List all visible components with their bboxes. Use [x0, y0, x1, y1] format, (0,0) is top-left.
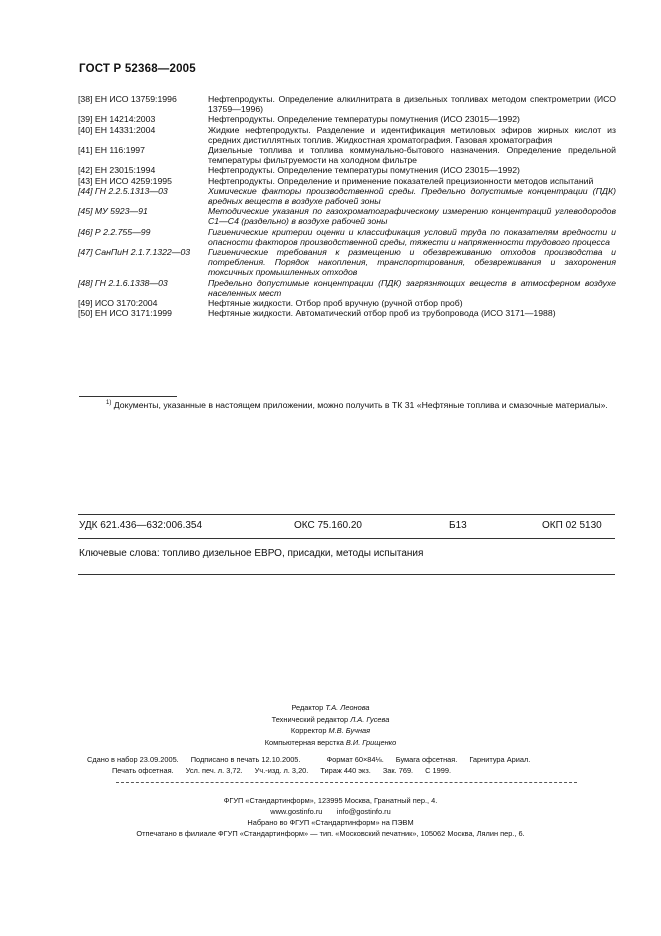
publisher-divider: [116, 782, 577, 783]
credit-name: В.И. Грищенко: [345, 737, 397, 747]
reference-code: [48] ГН 2.1.6.1338—03: [78, 277, 168, 288]
publication-field: Уч.-изд. л. 3,20.: [254, 766, 309, 775]
publication-field: Формат 60×84⅛.: [326, 755, 384, 764]
reference-item: [78, 114, 616, 124]
group-code: Б13: [449, 520, 467, 531]
okp-code: ОКП 02 5130: [542, 520, 602, 531]
credit-line: [0, 714, 661, 726]
reference-item: [78, 206, 616, 226]
publication-field: Зак. 769.: [382, 766, 414, 775]
footnote-marker: 1): [106, 400, 112, 406]
credit-role: Компьютерная верстка: [264, 737, 344, 747]
publication-field: Подписано в печать 12.10.2005.: [190, 755, 301, 764]
pub-line-1: [87, 755, 530, 764]
reference-title: Методические указания по газохроматографическому измерению концентраций углеводородов С1—С4 (раздельно) в воздухе рабочей зоны: [208, 206, 616, 227]
reference-item: [78, 227, 616, 247]
reference-title: Жидкие нефтепродукты. Разделение и идентификация метиловых эфиров жирных кислот из средних дистиллятных топлив. Жидкостная хроматография. Газовая хроматография: [208, 124, 616, 145]
reference-code: [40] ЕН 14331:2004: [78, 124, 156, 135]
reference-item: [78, 247, 616, 278]
divider-top: [78, 514, 615, 515]
reference-item: [78, 145, 616, 165]
reference-code: [49] ИСО 3170:2004: [78, 298, 158, 309]
publisher-printed: Отпечатано в филиале ФГУП «Стандартинформ» — тип. «Московский печатник», 105062 Москва, Лялин пер., 6.: [136, 829, 525, 838]
reference-item: [78, 94, 616, 114]
reference-code: [45] МУ 5923—91: [78, 206, 148, 217]
publication-field: Сдано в набор 23.09.2005.: [87, 755, 179, 764]
publication-field: Тираж 440 экз.: [320, 766, 371, 775]
footnote: [79, 398, 615, 411]
publication-field: Усл. печ. л. 3,72.: [185, 766, 243, 775]
publisher-web[interactable]: www.gostinfo.ru: [270, 807, 323, 816]
references-list: [78, 94, 616, 318]
credit-line: [0, 702, 661, 714]
reference-item: [78, 125, 616, 145]
reference-code: [46] Р 2.2.755—99: [78, 226, 151, 237]
reference-code: [47] СанПиН 2.1.7.1322—03: [78, 247, 191, 258]
oks-code: ОКС 75.160.20: [294, 520, 362, 531]
reference-code: [50] ЕН ИСО 3171:1999: [78, 308, 172, 319]
reference-code: [43] ЕН ИСО 4259:1995: [78, 175, 172, 186]
publisher-typeset: Набрано во ФГУП «Стандартинформ» на ПЭВМ: [247, 818, 414, 827]
publisher-contacts: [0, 807, 661, 816]
reference-item: [78, 298, 616, 308]
credit-name: Т.А. Леонова: [325, 703, 370, 712]
reference-code: [42] ЕН 23015:1994: [78, 165, 156, 176]
credit-line: [0, 725, 661, 737]
publication-field: Гарнитура Ариал.: [469, 755, 531, 764]
reference-title: Нефтепродукты. Определение алкилнитрата в дизельных топливах методом спектрометрии (ИСО 13759—1996): [208, 94, 616, 115]
credit-name: Л.А. Гусева: [350, 714, 390, 724]
reference-code: [39] ЕН 14214:2003: [78, 114, 156, 125]
reference-title: Нефтяные жидкости. Отбор проб вручную (ручной отбор проб): [208, 298, 463, 309]
publication-field: Печать офсетная.: [112, 766, 174, 775]
reference-title: Нефтепродукты. Определение и применение показателей прецизионности методов испытаний: [208, 175, 594, 186]
footnote-text: Документы, указанные в настоящем приложении, можно получить в ТК 31 «Нефтяные топлива и смазочные материалы».: [113, 399, 608, 410]
publication-field: Бумага офсетная.: [395, 755, 458, 764]
page-title: ГОСТ Р 52368—2005: [79, 63, 196, 75]
publisher-address: ФГУП «Стандартинформ», 123995 Москва, Гранатный пер., 4.: [223, 796, 438, 805]
reference-title: Нефтяные жидкости. Автоматический отбор проб из трубопровода (ИСО 3171—1988): [208, 308, 556, 319]
keywords: Ключевые слова: топливо дизельное ЕВРО, присадки, методы испытания: [79, 548, 424, 559]
reference-code: [41] ЕН 116:1997: [78, 145, 145, 156]
reference-item: [78, 165, 616, 175]
udc-code: УДК 621.436—632:006.354: [79, 520, 203, 531]
reference-item: [78, 308, 616, 318]
divider-middle: [78, 538, 615, 539]
reference-title: Нефтепродукты. Определение температуры помутнения (ИСО 23015—1992): [208, 114, 520, 125]
reference-title: Дизельные топлива и топлива коммунально-бытового назначения. Определение предельной температуры фильтруемости на холодном фильтре: [208, 145, 616, 166]
credit-role: Редактор: [291, 703, 324, 712]
publication-field: С 1999.: [425, 766, 452, 775]
credit-name: М.В. Бучная: [328, 726, 371, 735]
reference-code: [38] ЕН ИСО 13759:1996: [78, 94, 177, 104]
publisher-email[interactable]: info@gostinfo.ru: [336, 807, 391, 816]
credit-line: [0, 737, 661, 749]
reference-title: Химические факторы производственной среды. Предельно допустимые концентрации (ПДК) вредных веществ в воздухе рабочей зоны: [208, 185, 616, 207]
footnote-divider: [79, 396, 177, 397]
reference-item: [78, 176, 616, 186]
credit-role: Технический редактор: [271, 714, 349, 724]
reference-title: Предельно допустимые концентрации (ПДК) загрязняющих веществ в атмосферном воздухе населенных мест: [208, 277, 616, 298]
reference-code: [44] ГН 2.2.5.1313—03: [78, 185, 168, 196]
reference-item: [78, 186, 616, 206]
credit-role: Корректор: [290, 726, 327, 735]
reference-title: Нефтепродукты. Определение температуры помутнения (ИСО 23015—1992): [208, 165, 520, 176]
credits-block: [0, 702, 661, 748]
reference-title: Гигиенические критерии оценки и классификация условий труда по показателям вредности и опасности факторов производственной среды, тяжести и напряженности трудового процесса: [208, 226, 616, 247]
pub-line-2: [112, 766, 451, 775]
reference-item: [78, 278, 616, 298]
reference-title: Гигиенические требования к размещению и обезвреживанию отходов производства и потребления. Порядок накопления, транспортирования, обезвреживания и захоронения токсичных промышленных отходов: [208, 247, 616, 278]
divider-bottom: [78, 574, 615, 575]
